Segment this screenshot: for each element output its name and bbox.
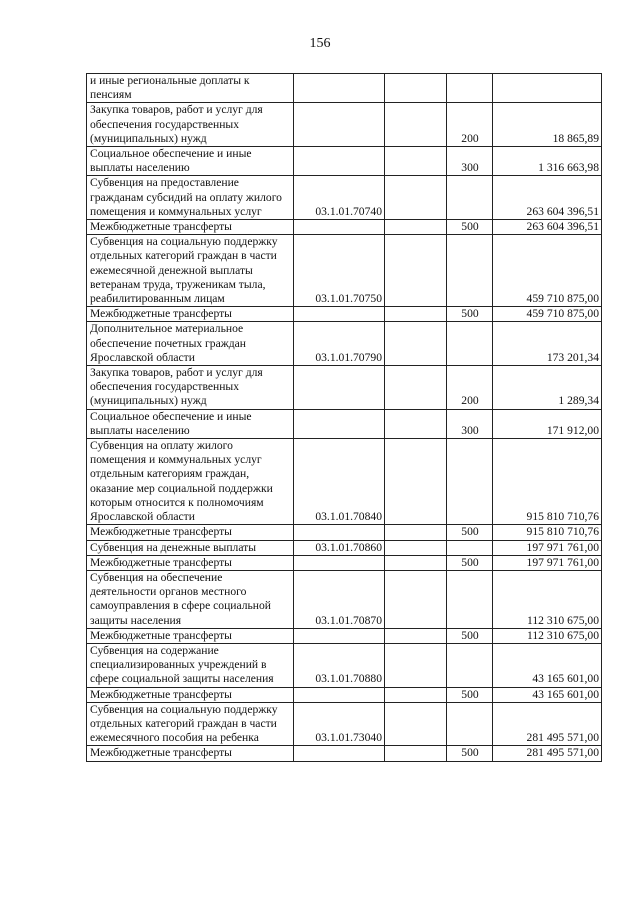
- row-code: [294, 409, 385, 438]
- row-empty-cell: [385, 628, 447, 643]
- row-type: [447, 702, 493, 746]
- row-type: 500: [447, 307, 493, 322]
- table-row: [87, 439, 602, 525]
- table-row: [87, 220, 602, 235]
- row-name: Межбюджетные трансферты: [87, 220, 294, 235]
- row-sum: 197 971 761,00: [493, 555, 602, 570]
- row-sum: 459 710 875,00: [493, 235, 602, 307]
- row-type: [447, 643, 493, 687]
- page-number: 156: [309, 36, 331, 51]
- row-empty-cell: [385, 409, 447, 438]
- row-type: [447, 322, 493, 366]
- row-name: Субвенция на обеспечение деятельности органов местного самоуправления в сфере социальной защиты населения: [87, 570, 294, 628]
- row-sum: [493, 74, 602, 103]
- row-code: [294, 74, 385, 103]
- row-code: 03.1.01.70860: [294, 540, 385, 555]
- row-code: [294, 746, 385, 761]
- table-row: [87, 409, 602, 438]
- table-row: [87, 176, 602, 220]
- row-type: 300: [447, 409, 493, 438]
- row-empty-cell: [385, 74, 447, 103]
- row-code: [294, 307, 385, 322]
- row-name: Межбюджетные трансферты: [87, 307, 294, 322]
- row-empty-cell: [385, 570, 447, 628]
- row-type: 500: [447, 628, 493, 643]
- table-row: [87, 628, 602, 643]
- row-sum: 263 604 396,51: [493, 176, 602, 220]
- row-type: 300: [447, 147, 493, 176]
- table-row: [87, 702, 602, 746]
- row-sum: 43 165 601,00: [493, 643, 602, 687]
- row-type: [447, 439, 493, 525]
- row-type: [447, 570, 493, 628]
- row-code: 03.1.01.70750: [294, 235, 385, 307]
- row-name: Субвенция на оплату жилого помещения и коммунальных услуг отдельным категориям граждан, оказание мер социальной поддержки которым относится к полномочиям Ярославской области: [87, 439, 294, 525]
- row-empty-cell: [385, 235, 447, 307]
- table-row: [87, 687, 602, 702]
- budget-table: [86, 73, 602, 762]
- table-row: [87, 74, 602, 103]
- row-code: 03.1.01.70880: [294, 643, 385, 687]
- row-sum: 112 310 675,00: [493, 628, 602, 643]
- row-name: Закупка товаров, работ и услуг для обеспечения государственных (муниципальных) нужд: [87, 103, 294, 147]
- row-type: 500: [447, 525, 493, 540]
- row-empty-cell: [385, 439, 447, 525]
- row-type: 500: [447, 746, 493, 761]
- row-sum: 112 310 675,00: [493, 570, 602, 628]
- row-name: Межбюджетные трансферты: [87, 525, 294, 540]
- row-empty-cell: [385, 103, 447, 147]
- row-sum: 915 810 710,76: [493, 439, 602, 525]
- row-name: Дополнительное материальное обеспечение почетных граждан Ярославской области: [87, 322, 294, 366]
- budget-table-body: [87, 74, 602, 762]
- row-sum: 197 971 761,00: [493, 540, 602, 555]
- row-name: и иные региональные доплаты к пенсиям: [87, 74, 294, 103]
- row-empty-cell: [385, 702, 447, 746]
- row-code: [294, 628, 385, 643]
- table-row: [87, 555, 602, 570]
- row-sum: 1 289,34: [493, 366, 602, 410]
- row-type: 500: [447, 687, 493, 702]
- row-code: [294, 555, 385, 570]
- row-name: Субвенция на социальную поддержку отдельных категорий граждан в части ежемесячного пособия на ребенка: [87, 702, 294, 746]
- row-type: [447, 540, 493, 555]
- row-name: Социальное обеспечение и иные выплаты населению: [87, 147, 294, 176]
- table-row: [87, 147, 602, 176]
- row-name: Субвенция на социальную поддержку отдельных категорий граждан в части ежемесячной денежной выплаты ветеранам труда, труженикам тыла, реабилитированным лицам: [87, 235, 294, 307]
- row-empty-cell: [385, 147, 447, 176]
- row-sum: 43 165 601,00: [493, 687, 602, 702]
- row-empty-cell: [385, 687, 447, 702]
- row-empty-cell: [385, 540, 447, 555]
- row-empty-cell: [385, 555, 447, 570]
- row-code: 03.1.01.73040: [294, 702, 385, 746]
- row-name: Субвенция на содержание специализированных учреждений в сфере социальной защиты населения: [87, 643, 294, 687]
- row-code: [294, 147, 385, 176]
- row-code: 03.1.01.70790: [294, 322, 385, 366]
- row-sum: 281 495 571,00: [493, 702, 602, 746]
- row-code: 03.1.01.70870: [294, 570, 385, 628]
- table-row: [87, 746, 602, 761]
- row-name: Межбюджетные трансферты: [87, 628, 294, 643]
- row-code: 03.1.01.70740: [294, 176, 385, 220]
- row-empty-cell: [385, 746, 447, 761]
- table-row: [87, 103, 602, 147]
- row-empty-cell: [385, 525, 447, 540]
- row-code: 03.1.01.70840: [294, 439, 385, 525]
- row-empty-cell: [385, 322, 447, 366]
- row-type: [447, 74, 493, 103]
- table-row: [87, 307, 602, 322]
- row-empty-cell: [385, 220, 447, 235]
- table-row: [87, 540, 602, 555]
- row-empty-cell: [385, 643, 447, 687]
- row-type: [447, 235, 493, 307]
- row-sum: 18 865,89: [493, 103, 602, 147]
- row-type: 200: [447, 103, 493, 147]
- row-code: [294, 220, 385, 235]
- row-empty-cell: [385, 366, 447, 410]
- row-empty-cell: [385, 176, 447, 220]
- row-code: [294, 525, 385, 540]
- table-row: [87, 322, 602, 366]
- table-row: [87, 525, 602, 540]
- row-name: Межбюджетные трансферты: [87, 555, 294, 570]
- row-type: 500: [447, 555, 493, 570]
- table-row: [87, 570, 602, 628]
- row-name: Субвенция на денежные выплаты: [87, 540, 294, 555]
- row-code: [294, 366, 385, 410]
- row-name: Социальное обеспечение и иные выплаты населению: [87, 409, 294, 438]
- row-sum: 459 710 875,00: [493, 307, 602, 322]
- row-sum: 171 912,00: [493, 409, 602, 438]
- row-code: [294, 687, 385, 702]
- row-name: Закупка товаров, работ и услуг для обеспечения государственных (муниципальных) нужд: [87, 366, 294, 410]
- row-sum: 263 604 396,51: [493, 220, 602, 235]
- row-sum: 281 495 571,00: [493, 746, 602, 761]
- row-type: [447, 176, 493, 220]
- table-row: [87, 366, 602, 410]
- row-sum: 173 201,34: [493, 322, 602, 366]
- row-name: Межбюджетные трансферты: [87, 746, 294, 761]
- row-type: 200: [447, 366, 493, 410]
- row-code: [294, 103, 385, 147]
- table-row: [87, 235, 602, 307]
- row-sum: 1 316 663,98: [493, 147, 602, 176]
- row-type: 500: [447, 220, 493, 235]
- table-row: [87, 643, 602, 687]
- row-sum: 915 810 710,76: [493, 525, 602, 540]
- row-name: Субвенция на предоставление гражданам субсидий на оплату жилого помещения и коммунальных услуг: [87, 176, 294, 220]
- row-name: Межбюджетные трансферты: [87, 687, 294, 702]
- row-empty-cell: [385, 307, 447, 322]
